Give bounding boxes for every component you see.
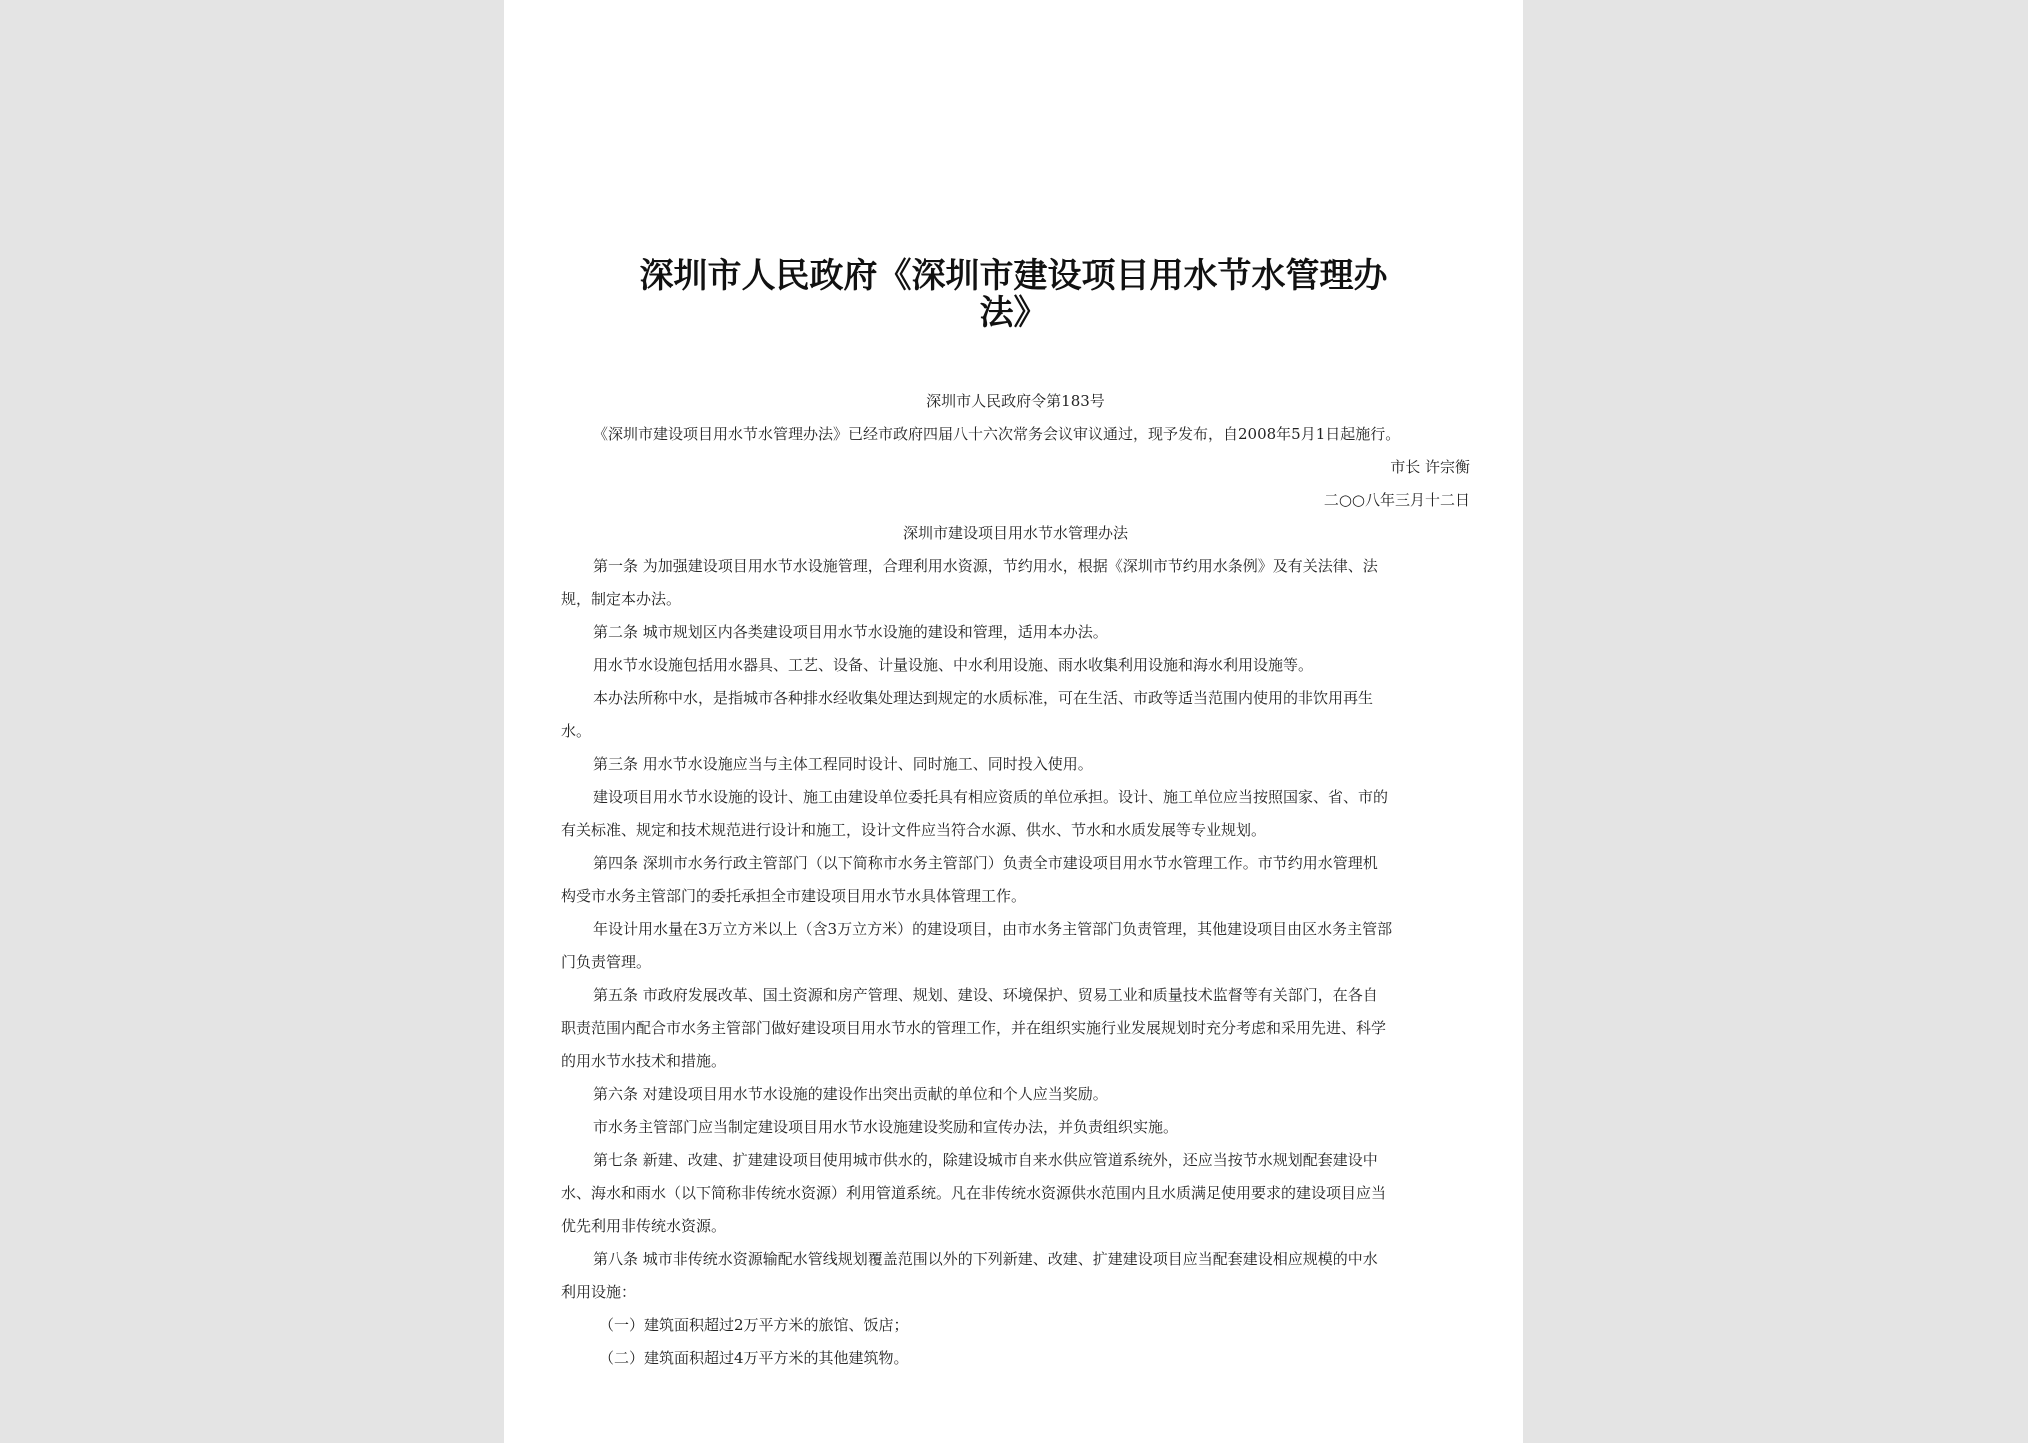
paragraph-line: 第五条 市政府发展改革、国土资源和房产管理、规划、建设、环境保护、贸易工业和质量技术监督等有关部门，在各自 <box>593 986 1378 1004</box>
paragraph-line: 构受市水务主管部门的委托承担全市建设项目用水节水具体管理工作。 <box>561 887 1027 905</box>
paragraph-line: 第四条 深圳市水务行政主管部门（以下简称市水务主管部门）负责全市建设项目用水节水管理工作。市节约用水管理机 <box>593 854 1378 872</box>
paragraph-line: 第七条 新建、改建、扩建建设项目使用城市供水的，除建设城市自来水供应管道系统外，还应当按节水规划配套建设中 <box>593 1151 1378 1169</box>
paragraph-line: （二）建筑面积超过4万平方米的其他建筑物。 <box>599 1349 909 1367</box>
signature: 市长 许宗衡 <box>1390 458 1470 476</box>
paragraph-line: 市水务主管部门应当制定建设项目用水节水设施建设奖励和宣传办法，并负责组织实施。 <box>593 1118 1179 1136</box>
promulgation-text: 《深圳市建设项目用水节水管理办法》已经市政府四届八十六次常务会议审议通过，现予发布，自2008年5月1日起施行。 <box>593 425 1401 443</box>
document-title <box>564 258 1463 332</box>
paragraph-line: 第三条 用水节水设施应当与主体工程同时设计、同时施工、同时投入使用。 <box>593 755 1093 773</box>
paragraph-line: 利用设施： <box>561 1283 637 1301</box>
document-page <box>504 0 1523 1443</box>
paragraph-line: 第六条 对建设项目用水节水设施的建设作出突出贡献的单位和个人应当奖励。 <box>593 1085 1108 1103</box>
paragraph-line: 规，制定本办法。 <box>561 590 682 608</box>
paragraph-line: 优先利用非传统水资源。 <box>561 1217 727 1235</box>
paragraph-line: 职责范围内配合市水务主管部门做好建设项目用水节水的管理工作，并在组织实施行业发展规划时充分考虑和采用先进、科学 <box>561 1019 1387 1037</box>
paragraph-line: 第二条 城市规划区内各类建设项目用水节水设施的建设和管理，适用本办法。 <box>593 623 1108 641</box>
issue-date: 二○○八年三月十二日 <box>1323 491 1470 509</box>
paragraph-line: 用水节水设施包括用水器具、工艺、设备、计量设施、中水利用设施、雨水收集利用设施和海水利用设施等。 <box>593 656 1314 674</box>
paragraph-line: 水、海水和雨水（以下简称非传统水资源）利用管道系统。凡在非传统水资源供水范围内且水质满足使用要求的建设项目应当 <box>561 1184 1387 1202</box>
paragraph-line: 建设项目用水节水设施的设计、施工由建设单位委托具有相应资质的单位承担。设计、施工单位应当按照国家、省、市的 <box>593 788 1389 806</box>
paragraph-line: 第八条 城市非传统水资源输配水管线规划覆盖范围以外的下列新建、改建、扩建建设项目应当配套建设相应规模的中水 <box>593 1250 1378 1268</box>
order-number: 深圳市人民政府令第183号 <box>926 392 1105 410</box>
title-line-1: 深圳市人民政府《深圳市建设项目用水节水管理办 <box>639 256 1388 296</box>
paragraph-line: 年设计用水量在3万立方米以上（含3万立方米）的建设项目，由市水务主管部门负责管理，其他建设项目由区水务主管部 <box>593 920 1393 938</box>
paragraph-line: （一）建筑面积超过2万平方米的旅馆、饭店； <box>599 1316 909 1334</box>
document-body <box>561 385 1470 1375</box>
paragraph-line: 水。 <box>561 722 592 740</box>
document-subtitle: 深圳市建设项目用水节水管理办法 <box>902 524 1128 542</box>
paragraph-line: 的用水节水技术和措施。 <box>561 1052 727 1070</box>
paragraph-line: 门负责管理。 <box>561 953 652 971</box>
paragraph-line: 本办法所称中水，是指城市各种排水经收集处理达到规定的水质标准，可在生活、市政等适当范围内使用的非饮用再生 <box>593 689 1374 707</box>
title-line-2: 法》 <box>979 293 1048 333</box>
paragraph-line: 有关标准、规定和技术规范进行设计和施工，设计文件应当符合水源、供水、节水和水质发展等专业规划。 <box>561 821 1267 839</box>
paragraph-line: 第一条 为加强建设项目用水节水设施管理，合理利用水资源，节约用水，根据《深圳市节约用水条例》及有关法律、法 <box>593 557 1378 575</box>
